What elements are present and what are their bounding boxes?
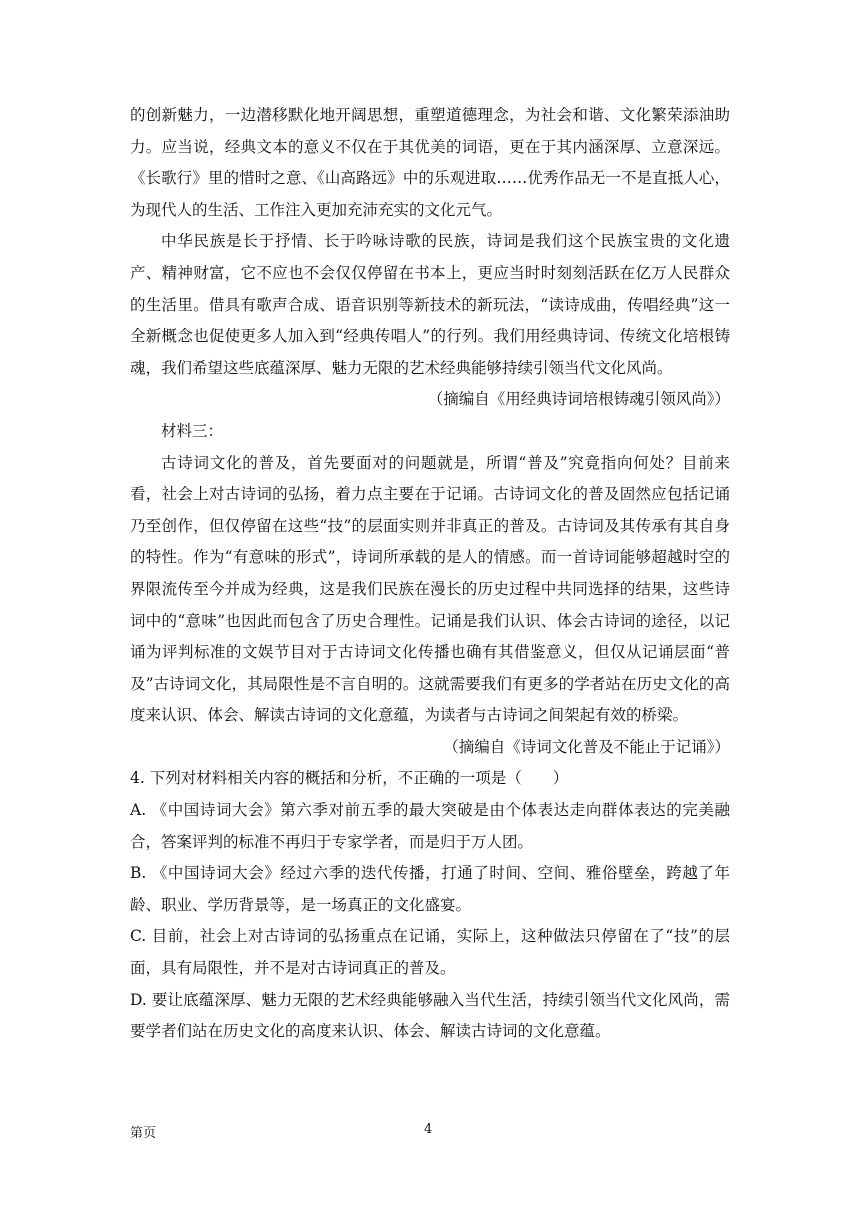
option-a: A. 《中国诗词大会》第六季对前五季的最大突破是由个体表达走向群体表达的完美融合，答案评判的标准不再归于专家学者，而是归于万人团。 — [130, 801, 730, 851]
source-citation-2: （摘编自《用经典诗词培根铸魂引领风尚》） — [427, 390, 730, 409]
option-c: C. 目前，社会上对古诗词的弘扬重点在记诵，实际上，这种做法只停留在了“技”的层面，具有局限性，并不是对古诗词真正的普及。 — [130, 927, 730, 978]
footer-page-number: 4 — [424, 1122, 433, 1137]
paragraph-material-three: 古诗词文化的普及，首先要面对的问题就是，所谓“普及”究竟指向何处？目前来看，社会上对古诗词的弘扬，着力点主要在于记诵。古诗词文化的普及固然应包括记诵乃至创作，但仅停留在这些“技”的层面实则并非真正的普及。古诗词及其传承有其自身的特性。作为“有意味的形式”，诗词所承载的是人的情感。而一首诗词能够超越时空的界限流传至今并成为经典，这是我们民族在漫长的历史过程中共同选择的结果，这些诗词中的“意味”也因此而包含了历史合理性。记诵是我们认识、体会古诗词的途径，以记诵为评判标准的文娱节目对于古诗词文化传播也确有其借鉴意义，但仅从记诵层面“普及”古诗词文化，其局限性是不言自明的。这就需要我们有更多的学者站在历史文化的高度来认识、体会、解读古诗词的文化意蕴，为读者与古诗词之间架起有效的桥梁。 — [130, 453, 730, 725]
option-d: D. 要让底蕴深厚、魅力无限的艺术经典能够融入当代生活，持续引领当代文化风尚，需要学者们站在历史文化的高度来认识、体会、解读古诗词的文化意蕴。 — [130, 990, 730, 1041]
source-citation-3: （摘编自《诗词文化普及不能止于记诵》） — [443, 737, 730, 756]
page-body — [130, 100, 730, 1048]
paragraph-continuation: 的创新魅力，一边潜移默化地开阔思想，重塑道德理念，为社会和谐、文化繁荣添油助力。应当说，经典文本的意义不仅在于其优美的词语，更在于其内涵深厚、立意深远。《长歌行》里的惜时之意、《山高路远》中的乐观进取……优秀作品无一不是直抵人心，为现代人的生活、工作注入更加充沛充实的文化元气。 — [130, 106, 730, 219]
option-b: B. 《中国诗词大会》经过六季的迭代传播，打通了时间、空间、雅俗壁垒，跨越了年龄、职业、学历背景等，是一场真正的文化盛宴。 — [130, 864, 730, 914]
paragraph-poetry-nation: 中华民族是长于抒情、长于吟咏诗歌的民族，诗词是我们这个民族宝贵的文化遗产、精神财富，它不应也不会仅仅停留在书本上，更应当时时刻刻活跃在亿万人民群众的生活里。借具有歌声合成、语音识别等新技术的新玩法，“读诗成曲，传唱经典”这一全新概念也促使更多人加入到“经典传唱人”的行列。我们用经典诗词、传统文化培根铸魂，我们希望这些底蕴深厚、魅力无限的艺术经典能够持续引领当代文化风尚。 — [130, 232, 730, 377]
footer-page-label: 第页 — [130, 1126, 157, 1141]
question-stem: 4. 下列对材料相关内容的概括和分析，不正确的一项是（ ） — [130, 769, 569, 788]
material-three-heading: 材料三： — [161, 421, 224, 440]
